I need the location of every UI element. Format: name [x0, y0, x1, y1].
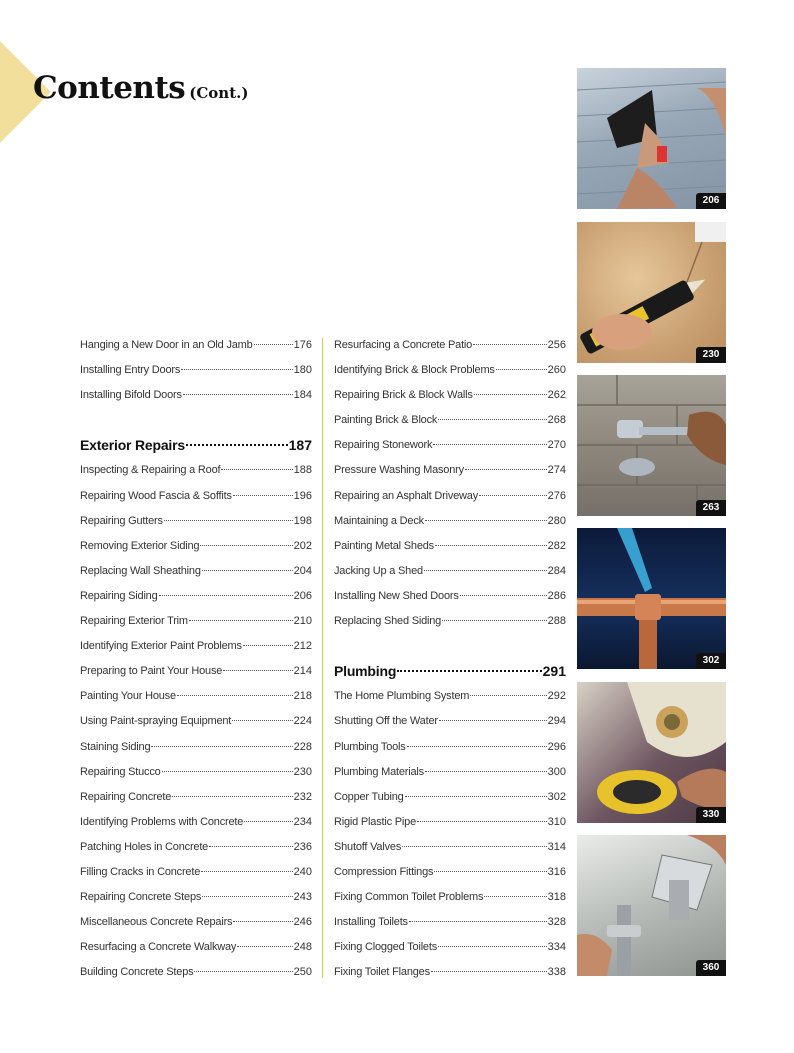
toc-entry-title: Resurfacing a Concrete Patio: [334, 339, 473, 351]
toc-page-number: 202: [293, 539, 312, 552]
brick-repair-illustration: [577, 375, 726, 516]
toc-entry-title: Filling Cracks in Concrete: [80, 865, 201, 878]
toc-page-number: 210: [293, 615, 312, 628]
toc-entry: [334, 709, 566, 734]
toc-page-number: 180: [293, 364, 312, 377]
toc-entry-title: Repairing Gutters: [80, 514, 163, 527]
dot-leader: [233, 921, 292, 922]
toc-entry: [334, 810, 566, 835]
photo-drain-fitting: [577, 835, 726, 976]
toc-entry-title: Repairing Stonework: [334, 439, 433, 452]
toc-page-number: 300: [547, 765, 566, 778]
toc-entry-title: Installing Entry Doors: [80, 364, 181, 377]
toc-entry: [334, 735, 566, 760]
toc-entry-title: Replacing Shed Siding: [334, 615, 442, 628]
dot-leader: [223, 670, 292, 671]
toc-page-number: 294: [547, 715, 566, 728]
photo-page-badge: 263: [696, 500, 726, 516]
toc-entry-title: Repairing Stucco: [80, 765, 161, 778]
toc-entry: [80, 458, 312, 483]
toc-column-right: [334, 333, 566, 985]
page-title: [33, 70, 248, 106]
photo-toilet-flange: [577, 682, 726, 823]
toc-page-number: 246: [293, 916, 312, 929]
dot-leader: [177, 695, 293, 696]
toc-entry: [334, 408, 566, 433]
dot-leader: [254, 344, 293, 345]
toc-page-number: 284: [547, 564, 566, 577]
dot-leader: [186, 444, 288, 446]
toc-entry-title: Using Paint-spraying Equipment: [80, 715, 232, 728]
toc-page-number: 236: [293, 840, 312, 853]
toc-entry: [80, 584, 312, 609]
toc-entry: [80, 684, 312, 709]
dot-leader: [402, 846, 547, 847]
dot-leader: [237, 946, 292, 947]
toc-page-number: 250: [293, 966, 312, 979]
toc-entry: [80, 659, 312, 684]
toc-page-number: 268: [547, 414, 566, 427]
toc-page-number: 286: [547, 589, 566, 602]
dot-leader: [435, 545, 547, 546]
toc-page-number: 282: [547, 539, 566, 552]
dot-leader: [183, 394, 293, 395]
dot-leader: [442, 620, 547, 621]
toc-entry-title: Pressure Washing Masonry: [334, 464, 464, 477]
toc-page-number: 196: [293, 489, 312, 502]
photo-brick-wall-repair: [577, 375, 726, 516]
toc-entry-title: Painting Metal Sheds: [334, 539, 434, 552]
toc-page-number: 288: [547, 615, 566, 628]
toc-entry-title: Repairing Concrete: [80, 790, 172, 803]
toc-entry-title: Miscellaneous Concrete Repairs: [80, 916, 233, 929]
toc-entry-title: Jacking Up a Shed: [334, 564, 423, 577]
toc-entry: [334, 358, 566, 383]
toc-entry: [334, 785, 566, 810]
toc-entry: [80, 760, 312, 785]
toc-entry-title: Installing New Shed Doors: [334, 589, 459, 602]
dot-leader: [233, 495, 293, 496]
caulk-gun-illustration: [577, 222, 726, 363]
toc-page-number: 232: [293, 790, 312, 803]
toc-entry-title: Replacing Wall Sheathing: [80, 564, 201, 577]
toc-page-number: 292: [547, 690, 566, 703]
toc-entry: [80, 735, 312, 760]
toc-page-number: 318: [547, 891, 566, 904]
dot-leader: [181, 369, 292, 370]
toc-entry: [334, 835, 566, 860]
toc-entry: [334, 960, 566, 985]
toc-entry-title: Repairing Wood Fascia & Soffits: [80, 489, 232, 502]
dot-leader: [209, 846, 293, 847]
toc-page-number: 234: [293, 815, 312, 828]
toc-entry: [80, 960, 312, 985]
toc-entry: [334, 484, 566, 509]
dot-leader: [438, 419, 546, 420]
dot-leader: [425, 520, 547, 521]
toc-page-number: 198: [293, 514, 312, 527]
toc-entry: [334, 559, 566, 584]
toc-entry-title: Repairing Brick & Block Walls: [334, 389, 473, 402]
dot-leader: [397, 670, 541, 672]
toc-entry-title: Building Concrete Steps: [80, 966, 194, 979]
toc-entry: [80, 810, 312, 835]
toc-page-number: 270: [547, 439, 566, 452]
dot-leader: [221, 469, 292, 470]
dot-leader: [433, 444, 546, 445]
toc-entry: [80, 835, 312, 860]
toc-entry: [334, 609, 566, 634]
photo-siding-repair: [577, 68, 726, 209]
toc-entry-title: Copper Tubing: [334, 790, 404, 803]
toc-page-number: 291: [542, 663, 566, 680]
toc-entry: [80, 910, 312, 935]
dot-leader: [407, 746, 547, 747]
toc-entry-title: Plumbing Materials: [334, 765, 424, 778]
toc-entry-title: Painting Brick & Block: [334, 414, 438, 427]
dot-leader: [425, 771, 547, 772]
toc-page-number: 302: [547, 790, 566, 803]
dot-leader: [201, 871, 293, 872]
toc-entry-title: Identifying Brick & Block Problems: [334, 364, 495, 377]
dot-leader: [164, 520, 293, 521]
column-divider: [322, 338, 323, 978]
toc-entry: [80, 709, 312, 734]
dot-leader: [496, 369, 547, 370]
toc-entry: [334, 935, 566, 960]
dot-leader: [431, 971, 547, 972]
toc-entry-title: Removing Exterior Siding: [80, 539, 200, 552]
toc-page-number: 262: [547, 389, 566, 402]
photo-page-badge: 330: [696, 807, 726, 823]
photo-page-badge: 360: [696, 960, 726, 976]
toc-page-number: 243: [293, 891, 312, 904]
toc-page-number: 187: [288, 437, 312, 454]
dot-leader: [434, 871, 546, 872]
toc-page-number: 206: [293, 589, 312, 602]
toc-page-number: 296: [547, 740, 566, 753]
toc-entry-title: Repairing Siding: [80, 589, 158, 602]
toc-entry-title: Patching Holes in Concrete: [80, 840, 209, 853]
dot-leader: [162, 771, 293, 772]
toc-page-number: 188: [293, 464, 312, 477]
toc-entry-title: Hanging a New Door in an Old Jamb: [80, 339, 253, 351]
photo-page-badge: 230: [696, 347, 726, 363]
toc-entry-title: Installing Bifold Doors: [80, 389, 182, 402]
drain-fitting-illustration: [577, 835, 726, 976]
dot-leader: [159, 595, 293, 596]
toc-page-number: 274: [547, 464, 566, 477]
dot-leader: [479, 495, 547, 496]
toc-entry: [334, 910, 566, 935]
dot-leader: [202, 896, 292, 897]
toc-page-number: 310: [547, 815, 566, 828]
toc-page-number: 212: [293, 640, 312, 653]
toc-entry: [80, 358, 312, 383]
toc-section-heading: [80, 433, 312, 458]
copper-pipe-illustration: [577, 528, 726, 669]
toc-page-number: 230: [293, 765, 312, 778]
title-text: Contents: [33, 70, 186, 106]
photo-page-badge: 206: [696, 193, 726, 209]
toc-entry-title: Inspecting & Repairing a Roof: [80, 464, 221, 477]
dot-leader: [232, 720, 293, 721]
toc-entry-title: Maintaining a Deck: [334, 514, 424, 527]
toc-entry-title: Staining Siding: [80, 740, 151, 753]
toc-page-number: 228: [293, 740, 312, 753]
toc-entry-title: Installing Toilets: [334, 916, 408, 929]
toc-entry-title: Fixing Clogged Toilets: [334, 941, 438, 954]
toc-entry-title: Exterior Repairs: [80, 437, 185, 454]
dot-leader: [202, 570, 293, 571]
toc-entry: [80, 634, 312, 659]
toc-entry: [334, 458, 566, 483]
toc-entry-title: Plumbing: [334, 663, 397, 680]
toc-section-heading: [334, 659, 566, 684]
dot-leader: [474, 394, 547, 395]
toc-spacer: [80, 408, 312, 433]
dot-leader: [244, 821, 292, 822]
toc-spacer: [334, 634, 566, 659]
toc-entry: [334, 684, 566, 709]
toc-entry-title: Resurfacing a Concrete Walkway: [80, 941, 237, 954]
toilet-flange-illustration: [577, 682, 726, 823]
toc-entry: [80, 860, 312, 885]
toc-page-number: 260: [547, 364, 566, 377]
toc-entry: [334, 860, 566, 885]
toc-entry: [334, 534, 566, 559]
dot-leader: [200, 545, 292, 546]
toc-entry-title: Fixing Toilet Flanges: [334, 966, 430, 979]
toc-entry-title: Shutting Off the Water: [334, 715, 438, 728]
toc-entry: [80, 333, 312, 358]
toc-page-number: 218: [293, 690, 312, 703]
toc-entry-title: Identifying Problems with Concrete: [80, 815, 244, 828]
toc-page-number: 280: [547, 514, 566, 527]
siding-illustration: [577, 68, 726, 209]
toc-page-number: 256: [547, 339, 566, 351]
toc-entry: [80, 383, 312, 408]
dot-leader: [189, 620, 293, 621]
toc-entry: [80, 484, 312, 509]
toc-entry: [80, 609, 312, 634]
toc-page-number: 248: [293, 941, 312, 954]
toc-entry-title: Shutoff Valves: [334, 840, 402, 853]
toc-entry: [334, 383, 566, 408]
toc-entry: [80, 534, 312, 559]
toc-entry-title: Preparing to Paint Your House: [80, 665, 223, 678]
toc-page-number: 204: [293, 564, 312, 577]
toc-page-number: 338: [547, 966, 566, 979]
toc-entry: [334, 760, 566, 785]
toc-column-left: [80, 333, 312, 985]
toc-entry-title: Repairing Exterior Trim: [80, 615, 188, 628]
dot-leader: [439, 720, 547, 721]
toc-page-number: 214: [293, 665, 312, 678]
toc-entry-title: Fixing Common Toilet Problems: [334, 891, 484, 904]
toc-entry-title: Plumbing Tools: [334, 740, 406, 753]
dot-leader: [424, 570, 547, 571]
title-subtitle: (Cont.): [189, 84, 249, 102]
toc-entry-title: Compression Fittings: [334, 865, 434, 878]
toc-page-number: 314: [547, 840, 566, 853]
toc-page-number: 276: [547, 489, 566, 502]
toc-entry-title: Repairing Concrete Steps: [80, 891, 202, 904]
toc-page-number: 176: [293, 339, 312, 351]
toc-page-number: 316: [547, 865, 566, 878]
dot-leader: [465, 469, 547, 470]
toc-entry: [334, 509, 566, 534]
dot-leader: [194, 971, 292, 972]
toc-page-number: 240: [293, 865, 312, 878]
dot-leader: [484, 896, 546, 897]
dot-leader: [417, 821, 547, 822]
dot-leader: [409, 921, 547, 922]
toc-page-number: 184: [293, 389, 312, 402]
toc-entry: [80, 559, 312, 584]
toc-page-number: 224: [293, 715, 312, 728]
toc-entry: [334, 885, 566, 910]
toc-entry: [334, 584, 566, 609]
toc-entry: [80, 885, 312, 910]
dot-leader: [470, 695, 546, 696]
toc-entry-title: Rigid Plastic Pipe: [334, 815, 416, 828]
dot-leader: [473, 344, 547, 345]
toc-entry-title: Identifying Exterior Paint Problems: [80, 640, 242, 653]
toc-entry-title: The Home Plumbing System: [334, 690, 470, 703]
toc-entry: [80, 785, 312, 810]
dot-leader: [172, 796, 292, 797]
dot-leader: [151, 746, 292, 747]
toc-page-number: 328: [547, 916, 566, 929]
toc-entry: [334, 433, 566, 458]
toc-entry: [80, 935, 312, 960]
dot-leader: [243, 645, 293, 646]
toc-entry-title: Painting Your House: [80, 690, 176, 703]
toc-entry: [334, 333, 566, 358]
dot-leader: [460, 595, 547, 596]
photo-caulking-stucco: [577, 222, 726, 363]
toc-entry-title: Repairing an Asphalt Driveway: [334, 489, 478, 502]
photo-page-badge: 302: [696, 653, 726, 669]
dot-leader: [405, 796, 547, 797]
toc-page-number: 334: [547, 941, 566, 954]
dot-leader: [438, 946, 547, 947]
photo-copper-pipe-torch: [577, 528, 726, 669]
toc-entry: [80, 509, 312, 534]
